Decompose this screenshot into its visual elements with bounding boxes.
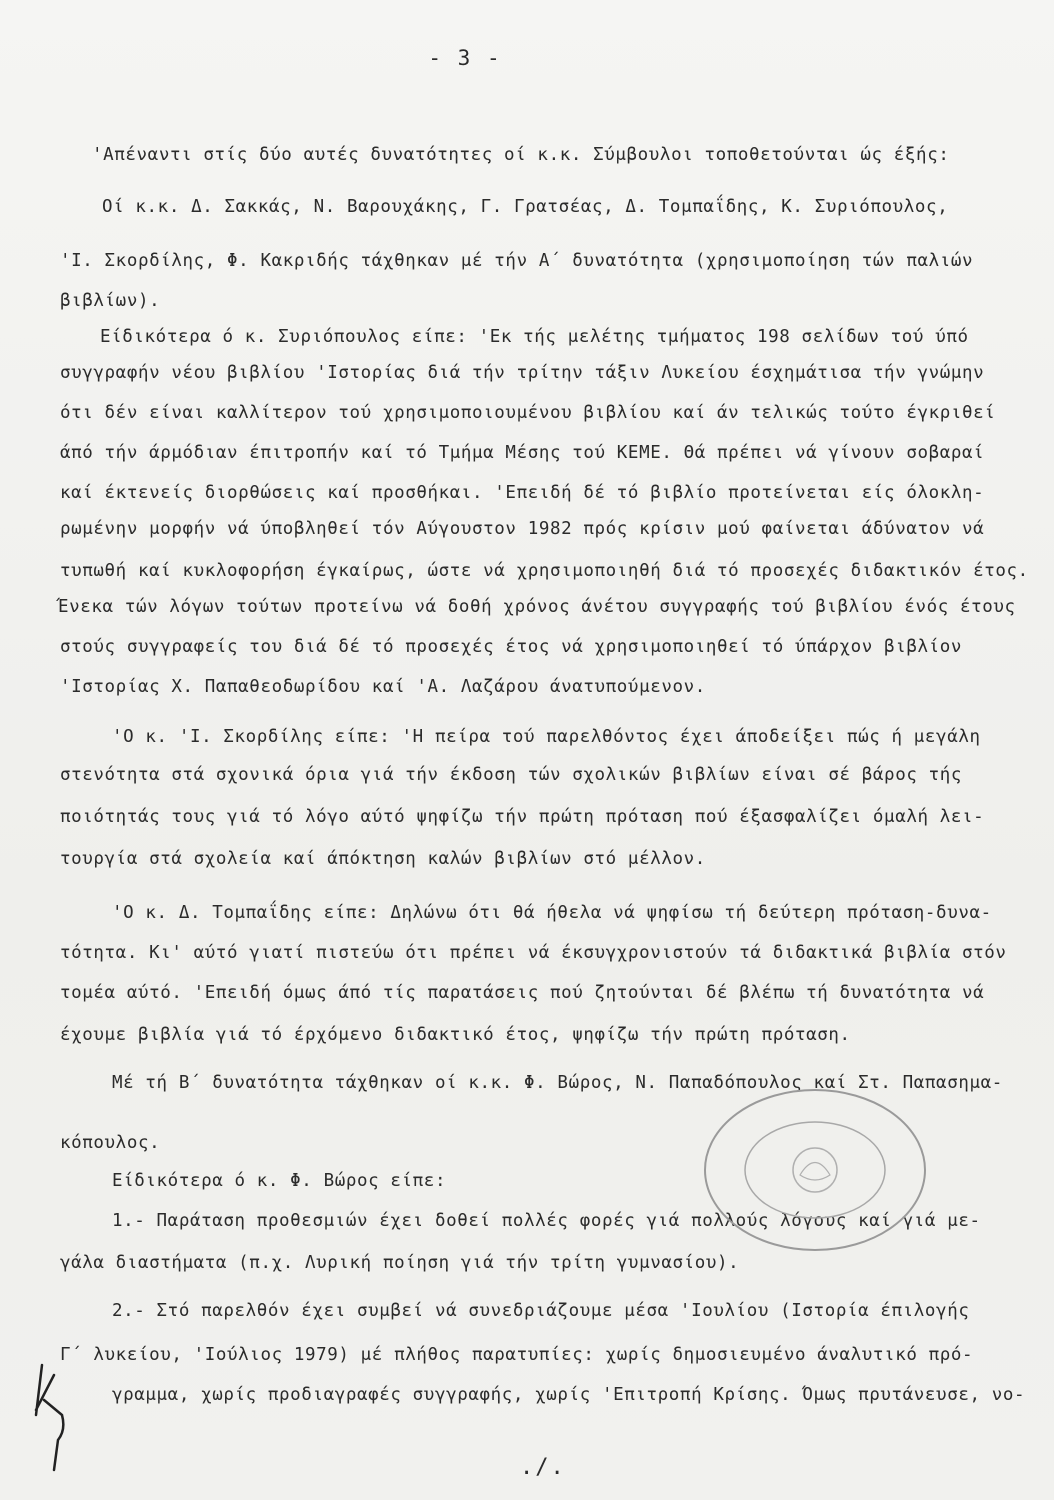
text-line: κόπουλος. — [60, 1133, 161, 1153]
text-line: Οί κ.κ. Δ. Σακκάς, Ν. Βαρουχάκης, Γ. Γρατσέας, Δ. Τομπαΐδης, Κ. Συριόπουλος, — [102, 197, 949, 217]
text-line: Είδικότερα ό κ. Φ. Βώρος είπε: — [112, 1171, 447, 1191]
text-line: τουργία στά σχολεία καί άπόκτηση καλών βιβλίων στό μέλλον. — [60, 849, 706, 869]
handwritten-initials — [14, 1355, 84, 1475]
text-line: ότι δέν είναι καλλίτερον τού χρησιμοποιουμένου βιβλίου καί άν τελικώς τούτο έγκριθεί — [60, 403, 996, 423]
text-line: 'Ο κ. 'Ι. Σκορδίλης είπε: 'Η πείρα τού παρελθόντος έχει άποδείξει πώς ή μεγάλη — [112, 727, 981, 747]
text-line: γάλα διαστήματα (π.χ. Λυρική ποίηση γιά τήν τρίτη γυμνασίου). — [60, 1253, 740, 1273]
text-line: Είδικότερα ό κ. Συριόπουλος είπε: 'Εκ τής μελέτης τμήματος 198 σελίδων τού ύπό — [100, 327, 969, 347]
text-line: καί έκτενείς διορθώσεις καί προσθήκαι. 'Επειδή δέ τό βιβλίο προτείνεται είς όλοκλη- — [60, 483, 985, 503]
text-line: ποιότητάς τους γιά τό λόγο αύτό ψηφίζω τήν πρώτη πρόταση πού έξασφαλίζει όμαλή λει- — [60, 807, 985, 827]
text-line: βιβλίων). — [60, 291, 161, 311]
text-line: Μέ τή Β΄ δυνατότητα τάχθηκαν οί κ.κ. Φ. Βώρος, Ν. Παπαδόπουλος καί Στ. Παπασημα- — [112, 1073, 1003, 1093]
text-line: Ένεκα τών λόγων τούτων προτείνω νά δοθή χρόνος άνέτου συγγραφής τού βιβλίου ένός έτους — [58, 597, 1016, 617]
text-line: γραμμα, χωρίς προδιαγραφές συγγραφής, χωρίς 'Επιτροπή Κρίσης. Όμως πρυτάνευσε, νο- — [112, 1385, 1026, 1405]
text-line: συγγραφήν νέου βιβλίου 'Ιστορίας διά τήν τρίτην τάξιν Λυκείου έσχημάτισα τήν γνώμην — [60, 363, 985, 383]
text-line: τότητα. Κι' αύτό γιατί πιστεύω ότι πρέπει νά έκσυγχρονιστούν τά διδακτικά βιβλία στόν — [60, 943, 1007, 963]
text-line: στούς συγγραφείς του διά δέ τό προσεχές έτος νά χρησιμοποιηθεί τό ύπάρχον βιβλίον — [60, 637, 963, 657]
text-line: Γ΄ λυκείου, 'Ιούλιος 1979) μέ πλήθος παρατυπίες: χωρίς δημοσιευμένο άναλυτικό πρό- — [60, 1345, 974, 1365]
text-line: 'Απέναντι στίς δύο αυτές δυνατότητες οί κ.κ. Σύμβουλοι τοποθετούνται ώς έξής: — [92, 145, 950, 165]
text-line: 1.- Παράταση προθεσμιών έχει δοθεί πολλές φορές γιά πολλούς λόγους καί γιά με- — [112, 1211, 981, 1231]
text-line: τυπωθή καί κυκλοφορήση έγκαίρως, ώστε νά χρησιμοποιηθή διά τό προσεχές διδακτικόν έτος. — [60, 561, 1029, 581]
text-line: έχουμε βιβλία γιά τό έρχόμενο διδακτικό έτος, ψηφίζω τήν πρώτη πρόταση. — [60, 1025, 851, 1045]
text-line: 2.- Στό παρελθόν έχει συμβεί νά συνεδριάζουμε μέσα 'Ιουλίου (Ιστορία έπιλογής — [112, 1301, 970, 1321]
text-line: 'Ιστορίας Χ. Παπαθεοδωρίδου καί 'Α. Λαζάρου άνατυπούμενον. — [60, 677, 706, 697]
text-line: τομέα αύτό. 'Επειδή όμως άπό τίς παρατάσεις πού ζητούνται δέ βλέπω τή δυνατότητα νά — [60, 983, 985, 1003]
page-number: - 3 - — [428, 46, 502, 70]
text-line: άπό τήν άρμόδιαν έπιτροπήν καί τό Τμήμα Μέσης τού ΚΕΜΕ. Θά πρέπει νά γίνουν σοβαραί — [60, 443, 985, 463]
continuation-mark: ./. — [520, 1455, 566, 1480]
text-line: στενότητα στά σχονικά όρια γιά τήν έκδοση τών σχολικών βιβλίων είναι σέ βάρος τής — [60, 765, 963, 785]
text-line: ρωμένην μορφήν νά ύποβληθεί τόν Αύγουστον 1982 πρός κρίσιν μού φαίνεται άδύνατον νά — [60, 519, 985, 539]
official-stamp — [690, 1080, 940, 1260]
text-line: 'Ο κ. Δ. Τομπαΐδης είπε: Δηλώνω ότι θά ήθελα νά ψηφίσω τή δεύτερη πρόταση-δυνα- — [112, 903, 992, 923]
text-line: 'Ι. Σκορδίλης, Φ. Κακριδής τάχθηκαν μέ τήν Α΄ δυνατότητα (χρησιμοποίηση τών παλιών — [60, 251, 974, 271]
